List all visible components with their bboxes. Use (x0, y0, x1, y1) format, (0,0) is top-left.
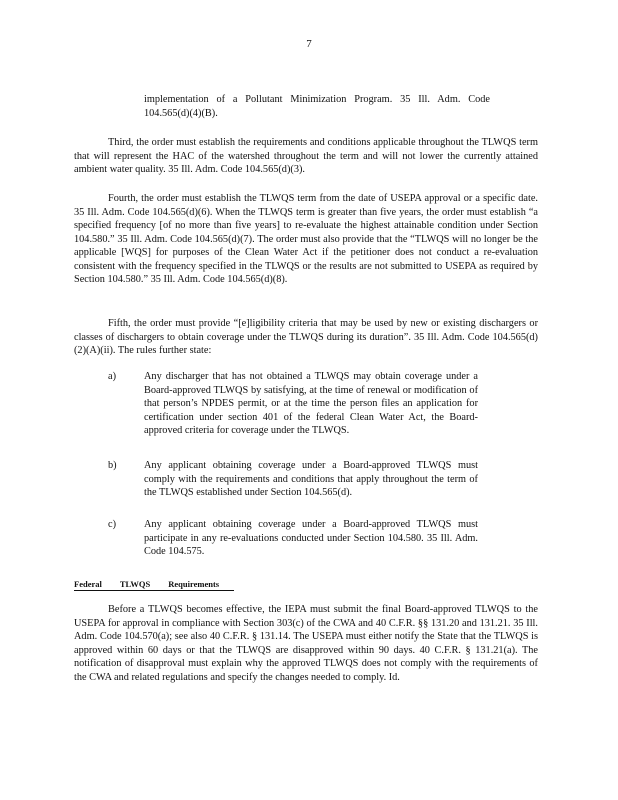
paragraph-fourth: Fourth, the order must establish the TLWQS term from the date of USEPA approval or a specific date. 35 Ill. Adm. Code 104.565(d)(6). When the TLWQS term is greater than five years, the order must establish “a specified frequency [of no more than five years] to re-evaluate the highest attainable condition under Section 104.580.” 35 Ill. Adm. Code 104.565(d)(7). The order must also provide that the “TLWQS will no longer be the applicable [WQS] for purposes of the Clean Water Act if the petitioner does not conduct a re-evaluation consistent with the frequency specified in the TLWQS or the results are not submitted to USEPA as required by Section 104.580.” 35 Ill. Adm. Code 104.565(d)(8). (74, 193, 538, 285)
list-item-marker: c) (108, 519, 116, 530)
list-item-text: Any discharger that has not obtained a TLWQS may obtain coverage under a Board-approved TLWQS by satisfying, at the time of renewal or modification of that person’s NPDES permit, or at the time the person files an application for certification under section 401 of the federal Clean Water Act, the Board-approved criteria for coverage under the TLWQS. (144, 371, 478, 436)
section-heading (74, 578, 237, 592)
page-number: 7 (306, 38, 312, 50)
paragraph-third: Third, the order must establish the requirements and conditions applicable throughout the TLWQS term that will represent the HAC of the watershed throughout the term and will not lower the currently attained ambient water quality. 35 Ill. Adm. Code 104.565(d)(3). (74, 137, 538, 175)
list-item-marker: b) (108, 460, 117, 471)
heading-underline (74, 590, 234, 591)
paragraph-fifth: Fifth, the order must provide “[e]ligibility criteria that may be used by new or existing dischargers or classes of dischargers to obtain coverage under the TLWQS during its duration”. 35 Ill. Adm. Code 104.565(d)(2)(A)(ii). The rules further state: (74, 318, 538, 356)
list-item-text: Any applicant obtaining coverage under a Board-approved TLWQS must participate in any re-evaluations conducted under Section 104.580. 35 Ill. Adm. Code 104.575. (144, 519, 478, 557)
list-item-text: Any applicant obtaining coverage under a Board-approved TLWQS must comply with the requirements and conditions that apply throughout the term of the TLWQS established under Section 104.565(d). (144, 460, 478, 498)
paragraph-final: Before a TLWQS becomes effective, the IEPA must submit the final Board-approved TLWQS to the USEPA for approval in compliance with Section 303(c) of the CWA and 40 C.F.R. §§ 131.20 and 131.21. 35 Ill. Adm. Code 104.570(a); see also 40 C.F.R. § 131.14. The USEPA must either notify the State that the TLWQS is approved within 60 days or that the TLWQS are disapproved within 90 days. 40 C.F.R. § 131.21(a). The notification of disapproval must explain why the approved TLWQS does not comply with the requirements of the CWA and related regulations and specify the changes needed to comply. Id. (74, 604, 538, 683)
continued-paragraph: implementation of a Pollutant Minimization Program. 35 Ill. Adm. Code 104.565(d)(4)(B). (144, 94, 490, 119)
heading-word: Requirements (168, 579, 220, 589)
list-item-marker: a) (108, 371, 116, 382)
heading-word: Federal (74, 579, 102, 589)
heading-word: TLWQS (119, 579, 151, 589)
